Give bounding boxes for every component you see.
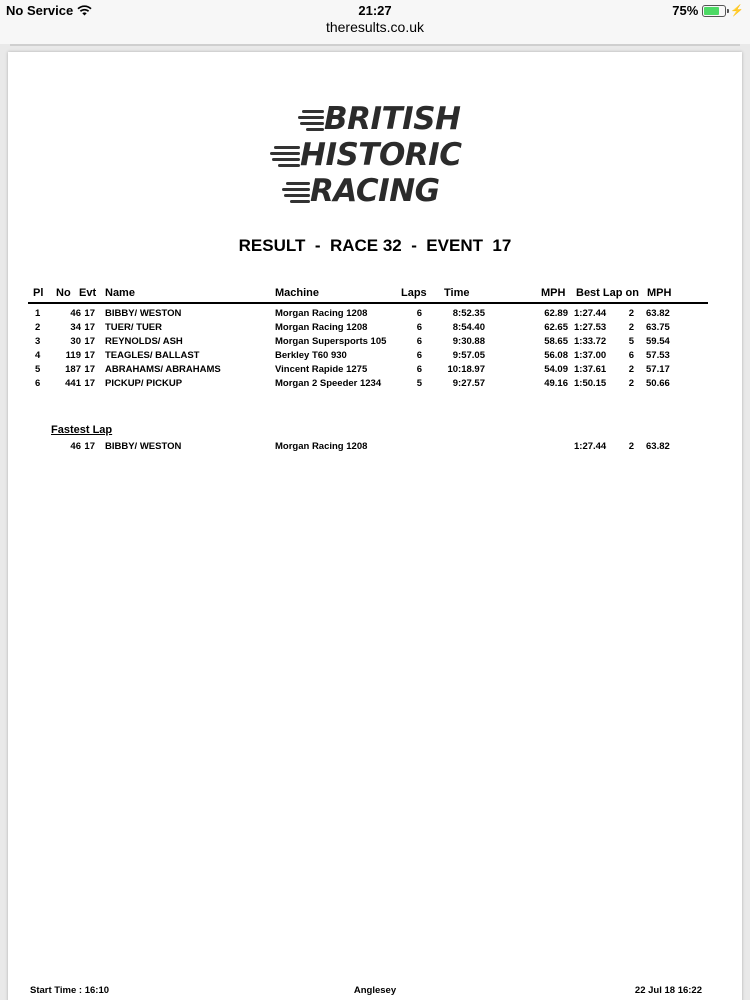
cell-name: TUER/ TUER bbox=[105, 322, 162, 333]
cell-name: TEAGLES/ BALLAST bbox=[105, 350, 200, 361]
cell-pl: 1 bbox=[35, 308, 41, 319]
cell-best-mph: 50.66 bbox=[646, 378, 670, 389]
header-pl: Pl bbox=[33, 287, 44, 299]
cell-on-lap: 6 bbox=[628, 350, 634, 361]
header-name: Name bbox=[105, 287, 135, 299]
cell-best-mph: 57.17 bbox=[646, 364, 670, 375]
cell-evt: 17 bbox=[84, 441, 95, 452]
cell-evt: 17 bbox=[84, 308, 95, 319]
table-row bbox=[28, 322, 710, 336]
table-row bbox=[28, 378, 710, 392]
cell-evt: 17 bbox=[84, 350, 95, 361]
carrier-label: No Service bbox=[6, 3, 74, 18]
cell-machine: Morgan Racing 1208 bbox=[275, 441, 368, 452]
battery-fill bbox=[704, 7, 719, 15]
header-best-mph: MPH bbox=[647, 287, 672, 299]
cell-mph: 62.65 bbox=[544, 322, 568, 333]
results-page[interactable] bbox=[8, 52, 742, 1000]
cell-name: BIBBY/ WESTON bbox=[105, 441, 182, 452]
battery-percent: 75% bbox=[672, 3, 699, 18]
cell-mph: 54.09 bbox=[544, 364, 568, 375]
cell-evt: 17 bbox=[84, 364, 95, 375]
venue: Anglesey bbox=[353, 985, 397, 996]
cell-best-lap: 1:50.15 bbox=[574, 378, 607, 389]
cell-machine: Morgan Supersports 105 bbox=[275, 336, 387, 347]
cell-mph: 49.16 bbox=[544, 378, 568, 389]
cell-evt: 17 bbox=[84, 322, 95, 333]
cell-no: 34 bbox=[70, 322, 81, 333]
cell-best-lap: 1:37.00 bbox=[574, 350, 607, 361]
cell-best-mph: 63.82 bbox=[646, 441, 670, 452]
cell-no: 119 bbox=[65, 350, 81, 361]
cell-pl: 3 bbox=[35, 336, 41, 347]
table-row bbox=[28, 350, 710, 364]
cell-best-mph: 59.54 bbox=[646, 336, 670, 347]
table-row bbox=[28, 364, 710, 378]
cell-time: 10:18.97 bbox=[447, 364, 485, 375]
fastest-lap-row bbox=[28, 441, 710, 455]
cell-name: REYNOLDS/ ASH bbox=[105, 336, 183, 347]
table-row bbox=[28, 308, 710, 322]
print-date: 22 Jul 18 16:22 bbox=[634, 985, 702, 996]
cell-on-lap: 2 bbox=[628, 378, 634, 389]
cell-name: PICKUP/ PICKUP bbox=[105, 378, 183, 389]
cell-laps: 6 bbox=[416, 336, 422, 347]
cell-on-lap: 2 bbox=[628, 308, 634, 319]
cell-mph: 58.65 bbox=[544, 336, 568, 347]
cell-time: 8:54.40 bbox=[452, 322, 485, 333]
cell-no: 441 bbox=[65, 378, 81, 389]
cell-best-lap: 1:33.72 bbox=[574, 336, 607, 347]
cell-machine: Berkley T60 930 bbox=[275, 350, 347, 361]
cell-evt: 17 bbox=[84, 378, 95, 389]
cell-pl: 2 bbox=[35, 322, 41, 333]
logo-word-racing: RACING bbox=[310, 172, 440, 209]
header-machine: Machine bbox=[275, 287, 320, 299]
cell-best-mph: 63.82 bbox=[646, 308, 670, 319]
speed-lines-icon bbox=[270, 142, 300, 168]
table-row bbox=[28, 336, 710, 350]
cell-laps: 5 bbox=[416, 378, 422, 389]
cell-time: 8:52.35 bbox=[452, 308, 485, 319]
cell-best-lap: 1:27.44 bbox=[574, 308, 607, 319]
cell-no: 46 bbox=[70, 441, 81, 452]
header-time: Time bbox=[444, 287, 470, 299]
cell-on-lap: 2 bbox=[628, 441, 634, 452]
cell-time: 9:57.05 bbox=[452, 350, 485, 361]
logo-word-british: BRITISH bbox=[324, 100, 461, 137]
cell-machine: Morgan 2 Speeder 1234 bbox=[275, 378, 382, 389]
header-mph: MPH bbox=[541, 287, 566, 299]
cell-no: 187 bbox=[65, 364, 81, 375]
cell-best-lap: 1:27.53 bbox=[574, 322, 607, 333]
address-bar-url[interactable]: theresults.co.uk bbox=[325, 19, 425, 35]
speed-lines-icon bbox=[282, 178, 310, 204]
cell-time: 9:27.57 bbox=[452, 378, 485, 389]
cell-on-lap: 2 bbox=[628, 322, 634, 333]
header-best-lap-on: Best Lap on bbox=[576, 287, 639, 299]
cell-best-lap: 1:37.61 bbox=[574, 364, 607, 375]
speed-lines-icon bbox=[298, 106, 324, 132]
cell-time: 9:30.88 bbox=[452, 336, 485, 347]
logo-word-historic: HISTORIC bbox=[300, 136, 462, 173]
page-title: RESULT - RACE 32 - EVENT 17 bbox=[238, 236, 512, 255]
cell-pl: 4 bbox=[35, 350, 41, 361]
cell-best-mph: 57.53 bbox=[646, 350, 670, 361]
charging-icon: ⚡ bbox=[730, 5, 744, 17]
cell-machine: Vincent Rapide 1275 bbox=[275, 364, 368, 375]
cell-laps: 6 bbox=[416, 364, 422, 375]
cell-pl: 5 bbox=[35, 364, 41, 375]
cell-laps: 6 bbox=[416, 308, 422, 319]
cell-mph: 62.89 bbox=[544, 308, 568, 319]
cell-laps: 6 bbox=[416, 322, 422, 333]
cell-best-mph: 63.75 bbox=[646, 322, 670, 333]
start-time: Start Time : 16:10 bbox=[30, 985, 110, 996]
header-no: No bbox=[56, 287, 71, 299]
cell-name: BIBBY/ WESTON bbox=[105, 308, 182, 319]
cell-evt: 17 bbox=[84, 336, 95, 347]
battery-icon bbox=[702, 5, 726, 17]
cell-name: ABRAHAMS/ ABRAHAMS bbox=[105, 364, 221, 375]
header-evt: Evt bbox=[79, 287, 97, 299]
cell-machine: Morgan Racing 1208 bbox=[275, 308, 368, 319]
page-footer bbox=[8, 985, 742, 999]
cell-no: 46 bbox=[70, 308, 81, 319]
cell-pl: 6 bbox=[35, 378, 41, 389]
header-laps: Laps bbox=[401, 287, 427, 299]
clock: 21:27 bbox=[358, 3, 392, 18]
table-header bbox=[28, 287, 710, 303]
status-bar bbox=[0, 0, 750, 44]
toolbar-divider bbox=[10, 44, 740, 46]
british-historic-racing-logo bbox=[270, 102, 470, 212]
cell-laps: 6 bbox=[416, 350, 422, 361]
cell-machine: Morgan Racing 1208 bbox=[275, 322, 368, 333]
cell-mph: 56.08 bbox=[544, 350, 568, 361]
cell-no: 30 bbox=[70, 336, 81, 347]
header-rule bbox=[28, 302, 708, 304]
cell-best-lap: 1:27.44 bbox=[574, 441, 607, 452]
fastest-lap-heading: Fastest Lap bbox=[51, 424, 113, 436]
cell-on-lap: 5 bbox=[628, 336, 634, 347]
battery-indicator bbox=[672, 3, 744, 18]
cell-on-lap: 2 bbox=[628, 364, 634, 375]
